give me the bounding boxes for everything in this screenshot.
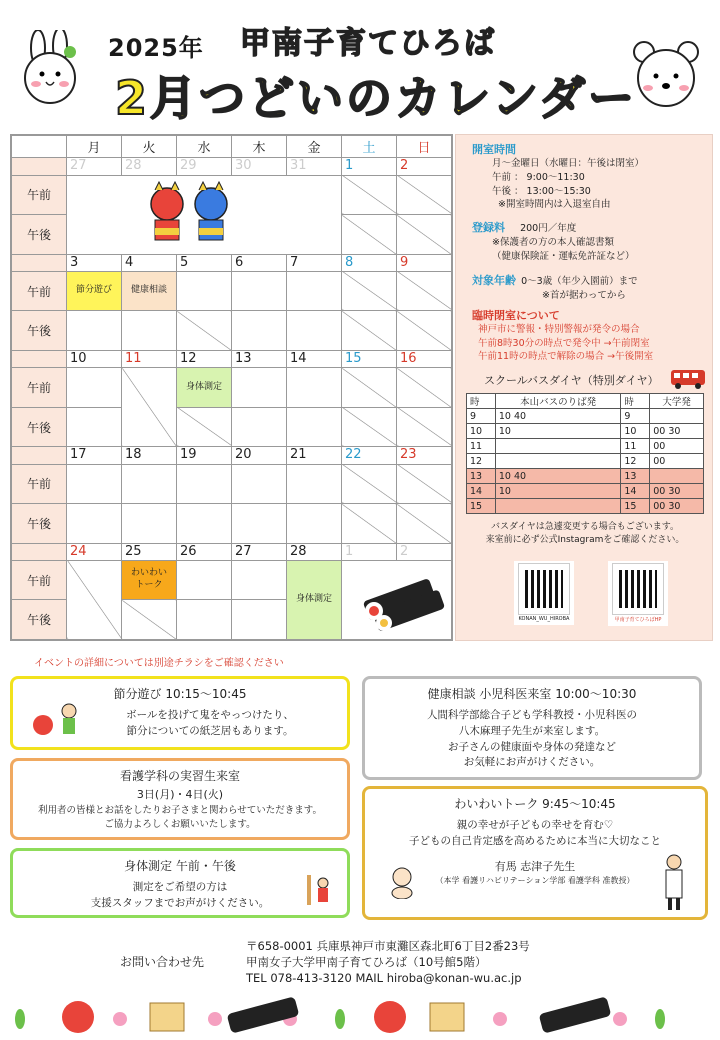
weekday-fri: 金 <box>287 136 342 158</box>
slot <box>67 271 122 311</box>
date-cell: 19 <box>177 447 232 464</box>
qr-code-icon <box>519 564 569 614</box>
fee-heading: 登録料 <box>472 221 505 235</box>
slot <box>177 600 232 640</box>
box-text: 子どもの自己肯定感を高めるために本当に大切なこと <box>409 834 661 847</box>
date-cell: 29 <box>177 158 232 175</box>
bus-cell: 10 40 <box>495 409 621 424</box>
slot <box>232 407 287 447</box>
slot <box>177 504 232 544</box>
rabbit-mascot-icon <box>12 30 88 106</box>
slot-closed <box>397 271 452 311</box>
slot <box>67 464 122 504</box>
slot-closed <box>342 215 397 255</box>
slot-closed <box>342 464 397 504</box>
contact-label: お問い合わせ先 <box>120 955 205 969</box>
date-cell: 26 <box>177 543 232 560</box>
box-heading: 健康相談 小児科医来室 10:00～10:30 <box>427 687 637 701</box>
bus-cell: 11 <box>621 439 650 454</box>
slot <box>67 504 122 544</box>
slot <box>122 464 177 504</box>
box-heading: わいわいトーク 9:45～10:45 <box>454 797 616 811</box>
waiwai-box <box>362 786 708 920</box>
date-cell: 23 <box>397 447 452 464</box>
closure-line: 午前8時30分の時点で発令中 →午前閉室 <box>478 337 650 349</box>
bus-cell <box>650 469 704 484</box>
slot <box>122 271 177 311</box>
slot-closed <box>397 504 452 544</box>
slot-closed <box>67 560 122 639</box>
date-cell: 27 <box>67 158 122 175</box>
date-cell: 27 <box>232 543 287 560</box>
box-text: 人間科学部総合子ども学科教授・小児科医の <box>427 709 637 722</box>
slot <box>67 407 122 447</box>
address-line: 〒658-0001 兵庫県神戸市東灘区森北町6丁目2番23号 <box>246 939 530 953</box>
slot-closed <box>342 504 397 544</box>
slot-closed <box>397 215 452 255</box>
date-cell: 18 <box>122 447 177 464</box>
bus-cell: 10 <box>467 424 496 439</box>
hours-line: 午前 ： 9:00～11:30 <box>492 171 585 183</box>
bean-box-icon <box>150 1003 464 1031</box>
slot <box>232 271 287 311</box>
weekday-wed: 水 <box>177 136 232 158</box>
box-text: ご協力よろしくお願いいたします。 <box>104 819 256 831</box>
bus-cell: 00 30 <box>650 499 704 514</box>
bus-icon <box>670 368 706 390</box>
date-cell: 28 <box>122 158 177 175</box>
bus-cell <box>650 409 704 424</box>
bus-cell: 14 <box>467 484 496 499</box>
corner-cell <box>12 136 67 158</box>
ehomaki-illustration <box>342 560 452 639</box>
slot <box>287 464 342 504</box>
bus-cell: 10 40 <box>495 469 621 484</box>
bus-head: 大学発 <box>650 394 704 409</box>
bus-cell: 12 <box>467 454 496 469</box>
event-waiwai[interactable]: わいわい トーク <box>122 561 176 600</box>
slot <box>232 600 287 640</box>
contact-line[interactable]: TEL 078-413-3120 MAIL hiroba@konan-wu.ac.jp <box>246 971 522 986</box>
pm-label: 午後 <box>12 600 67 640</box>
box-text: 親の幸せが子どもの幸せを育む♡ <box>456 819 614 832</box>
weekday-thu: 木 <box>232 136 287 158</box>
date-row-label <box>12 158 67 175</box>
bus-head: 本山バスのりば発 <box>495 394 621 409</box>
slot-closed <box>397 464 452 504</box>
bus-cell: 13 <box>621 469 650 484</box>
slot-closed <box>342 368 397 408</box>
qr-code-icon <box>613 564 663 614</box>
date-cell: 2 <box>397 158 452 175</box>
am-label: 午前 <box>12 175 67 215</box>
bus-cell: 11 <box>467 439 496 454</box>
info-panel <box>455 134 713 641</box>
bus-cell <box>495 499 621 514</box>
slot-closed <box>342 271 397 311</box>
slot <box>67 368 122 408</box>
date-cell: 20 <box>232 447 287 464</box>
pm-label: 午後 <box>12 504 67 544</box>
slot-closed <box>122 600 177 640</box>
qr-caption: KONAN_WU_HIROBA <box>518 616 570 622</box>
bus-cell: 00 30 <box>650 484 704 499</box>
box-text: 測定をご希望の方は <box>132 881 228 894</box>
slot <box>232 311 287 351</box>
footer-decoration <box>0 995 720 1035</box>
pm-label: 午後 <box>12 407 67 447</box>
slot <box>232 560 287 600</box>
am-label: 午前 <box>12 368 67 408</box>
date-cell: 9 <box>397 254 452 271</box>
homepage-qr-card[interactable] <box>608 561 668 626</box>
setsubun-box <box>10 676 350 750</box>
hours-line: 午後 ： 13:00～15:30 <box>492 185 591 197</box>
slot-closed <box>177 311 232 351</box>
calendar <box>10 134 453 641</box>
slot <box>232 504 287 544</box>
box-text: 節分についての紙芝居もあります。 <box>126 724 294 737</box>
bus-cell: 14 <box>621 484 650 499</box>
bus-cell: 10 <box>495 424 621 439</box>
box-text: 利用者の皆様とお話をしたりお子さまと関わらせていただきます。 <box>38 804 322 816</box>
slot-closed <box>342 311 397 351</box>
date-cell: 14 <box>287 350 342 367</box>
date-cell: 22 <box>342 447 397 464</box>
org-title: 甲南子育てひろば <box>240 26 496 61</box>
hours-heading: 開室時間 <box>472 143 516 156</box>
bus-cell: 12 <box>621 454 650 469</box>
bean-throw-icon <box>29 699 85 743</box>
bus-cell: 15 <box>621 499 650 514</box>
bus-cell: 00 <box>650 439 704 454</box>
slot-closed <box>342 407 397 447</box>
slot-closed <box>397 311 452 351</box>
box-text: お気軽にお声がけください。 <box>463 756 601 769</box>
box-text: お子さんの健康面や身体の発達など <box>448 740 616 753</box>
bus-cell: 00 <box>650 454 704 469</box>
age-value: 0～3歳（年少入園前）まで <box>521 276 638 288</box>
date-cell: 28 <box>287 543 342 560</box>
slot-closed <box>397 407 452 447</box>
slot <box>122 560 177 600</box>
date-cell: 7 <box>287 254 342 271</box>
slot <box>122 311 177 351</box>
bus-note: バスダイヤは急遽変更する場合もございます。 <box>490 522 680 532</box>
weekday-sat: 土 <box>342 136 397 158</box>
oni-icon <box>137 180 257 250</box>
bus-cell: 15 <box>467 499 496 514</box>
am-label: 午前 <box>12 271 67 311</box>
slot <box>287 271 342 311</box>
box-heading: 看護学科の実習生来室 <box>119 769 240 783</box>
slot <box>287 407 342 447</box>
box-text: 支援スタッフまでお声がけください。 <box>90 896 270 909</box>
date-row-label <box>12 543 67 560</box>
date-cell: 3 <box>67 254 122 271</box>
box-heading: 身体測定 午前・午後 <box>124 859 236 873</box>
date-cell: 12 <box>177 350 232 367</box>
date-cell: 4 <box>122 254 177 271</box>
measurement-icon <box>303 873 337 907</box>
slot <box>177 271 232 311</box>
closure-line: 午前11時の時点で解除の場合 →午後開室 <box>478 351 654 363</box>
shintai-box <box>10 848 350 918</box>
kenko-box <box>362 676 702 780</box>
date-cell: 31 <box>287 158 342 175</box>
date-row-label <box>12 254 67 271</box>
slot <box>177 464 232 504</box>
date-cell: 11 <box>122 350 177 367</box>
event-kenko[interactable]: 健康相談 <box>122 272 176 311</box>
event-setsubun[interactable]: 節分遊び <box>67 272 121 311</box>
slot <box>177 560 232 600</box>
age-note: ※首が据わってから <box>542 290 626 302</box>
bus-table <box>466 393 704 514</box>
slot <box>287 311 342 351</box>
date-row-label <box>12 447 67 464</box>
date-cell: 16 <box>397 350 452 367</box>
box-heading: 節分遊び 10:15～10:45 <box>113 687 247 701</box>
date-cell: 6 <box>232 254 287 271</box>
date-cell: 25 <box>122 543 177 560</box>
hours-line: ※開室時間内は入退室自由 <box>498 199 611 211</box>
weekday-mon: 月 <box>67 136 122 158</box>
closure-heading: 臨時閉室について <box>472 308 560 322</box>
year-label: 2025年 <box>108 34 204 62</box>
date-cell: 5 <box>177 254 232 271</box>
slot-closed <box>177 407 232 447</box>
org-line: 甲南女子大学甲南子育てひろば（10号館5階） <box>246 955 487 970</box>
speaker-name: 有馬 志津子先生 <box>494 859 576 873</box>
date-cell: 21 <box>287 447 342 464</box>
bus-cell <box>495 454 621 469</box>
kango-box <box>10 758 350 840</box>
date-cell: 24 <box>67 543 122 560</box>
slot-closed <box>342 175 397 215</box>
box-text: ボールを投げて鬼をやっつけたり、 <box>126 709 294 722</box>
bus-head: 時 <box>467 394 496 409</box>
date-cell: 2 <box>397 543 452 560</box>
box-date: 3日(月)・4日(火) <box>136 788 224 802</box>
bus-cell: 10 <box>621 424 650 439</box>
weekday-tue: 火 <box>122 136 177 158</box>
slot <box>67 311 122 351</box>
slot <box>287 560 342 639</box>
speaker-affiliation: （本学 看護リハビリテーション学部 看護学科 准教授） <box>435 876 635 886</box>
hours-line: 月～金曜日（水曜日：午後は閉室） <box>492 158 645 169</box>
event-shintai-2[interactable]: 身体測定 <box>287 561 341 639</box>
date-cell: 1 <box>342 543 397 560</box>
bus-cell: 10 <box>495 484 621 499</box>
slot <box>232 368 287 408</box>
ehomaki-roll-icon <box>227 996 612 1033</box>
bus-note: 来室前に必ず公式Instagramをご確認ください。 <box>485 535 685 546</box>
fee-value: 200円／年度 <box>520 223 577 235</box>
slot <box>122 504 177 544</box>
baby-icon <box>387 865 417 899</box>
closure-line: 神戸市に警報・特別警報が発令の場合 <box>478 323 640 335</box>
page-title: 2月つどいのカレンダー <box>115 71 638 125</box>
date-cell: 17 <box>67 447 122 464</box>
date-cell: 8 <box>342 254 397 271</box>
slot <box>232 464 287 504</box>
bus-cell: 9 <box>467 409 496 424</box>
am-label: 午前 <box>12 464 67 504</box>
bus-cell: 00 30 <box>650 424 704 439</box>
pm-label: 午後 <box>12 311 67 351</box>
bus-cell: 13 <box>467 469 496 484</box>
bus-cell <box>495 439 621 454</box>
bus-heading: スクールバスダイヤ（特別ダイヤ） <box>484 374 659 387</box>
slot-closed <box>397 368 452 408</box>
date-cell: 13 <box>232 350 287 367</box>
date-row-label <box>12 350 67 367</box>
date-cell: 1 <box>342 158 397 175</box>
slot <box>287 504 342 544</box>
fee-note: （健康保険証・運転免許証など） <box>492 250 635 262</box>
pm-label: 午後 <box>12 215 67 255</box>
age-heading: 対象年齢 <box>472 274 516 288</box>
qr-caption: 甲南子育てひろばHP <box>614 617 662 623</box>
slot-closed <box>122 368 177 447</box>
date-cell: 15 <box>342 350 397 367</box>
date-cell: 10 <box>67 350 122 367</box>
slot-closed <box>397 175 452 215</box>
am-label: 午前 <box>12 560 67 600</box>
teacher-icon <box>659 853 689 913</box>
slot <box>287 368 342 408</box>
box-text: 八木麻理子先生が来室します。 <box>458 724 606 737</box>
oni-illustration <box>67 175 342 254</box>
fee-note: ※保護者の方の本人確認書類 <box>492 236 614 248</box>
event-notice: イベントの詳細については別途チラシをご確認ください <box>34 658 284 669</box>
slot <box>177 368 232 408</box>
bus-cell: 9 <box>621 409 650 424</box>
bus-head: 時 <box>621 394 650 409</box>
instagram-qr-card[interactable] <box>514 561 574 625</box>
ehomaki-icon <box>360 571 450 631</box>
bear-mascot-icon <box>628 36 704 112</box>
date-cell: 30 <box>232 158 287 175</box>
event-shintai[interactable]: 身体測定 <box>177 368 231 407</box>
weekday-sun: 日 <box>397 136 452 158</box>
